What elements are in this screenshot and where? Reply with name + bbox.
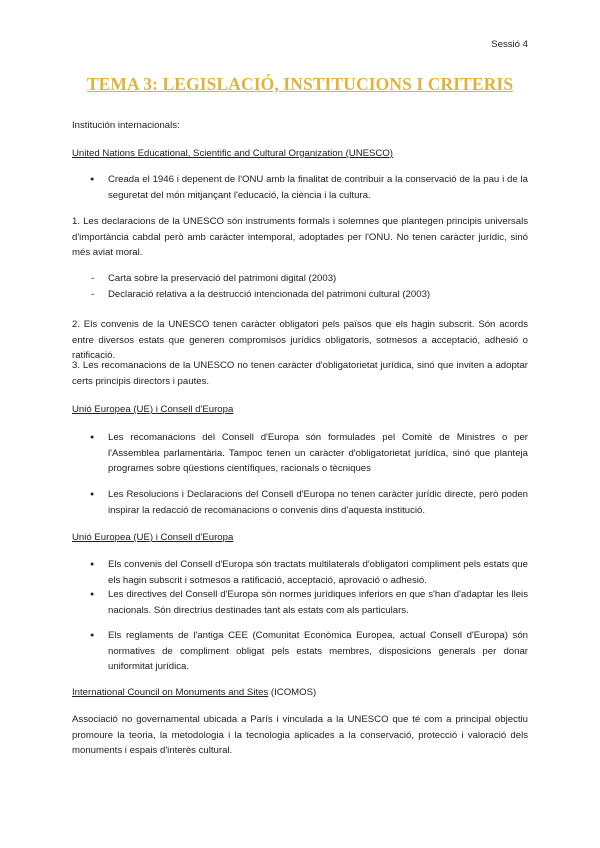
bullet-icon: ● [90, 632, 95, 639]
bullet-icon: ● [90, 434, 95, 441]
eu2-bullet-text: Les directives del Consell d'Europa són normes jurídiques inferiors en que s'han d'adaptar les lleis nacionals. Són directrius destinades tant als estats com als particulars. [108, 589, 528, 616]
bullet-icon: ● [90, 591, 95, 598]
intro-heading: Institución internacionals: [72, 120, 180, 131]
page-title: TEMA 3: LEGISLACIÓ, INSTITUCIONS I CRITERIS [86, 74, 514, 94]
eu2-bullet-text: Els reglaments de l'antiga CEE (Comunitat Econòmica Europea, actual Consell d'Europa) són normatives de compliment obligat pels estats membres, disposicions generals per donar uniformitat jurídica. [108, 630, 528, 672]
icomos-heading-name: International Council on Monuments and Sites [72, 687, 269, 698]
bullet-icon: ● [90, 176, 95, 183]
unesco-declarations-paragraph: 1. Les declaracions de la UNESCO són instruments formals i solemnes que plantegen principis universals d'importància cabdal però amb caràcter intemporal, adoptades per l'ONU. No tenen caràcter jurídic, sinó més aviat moral. [72, 216, 528, 258]
bullet-icon: ● [90, 491, 95, 498]
dash-icon: - [91, 273, 95, 284]
unesco-heading: United Nations Educational, Scientific and Cultural Organization (UNESCO) [72, 148, 394, 159]
eu-heading-2: Unió Europea (UE) i Consell d'Europa [72, 532, 234, 543]
unesco-dash-item: Declaració relativa a la destrucció intencionada del patrimoni cultural (2003) [108, 289, 431, 300]
unesco-bullet-text: Creada el 1946 i depenent de l'ONU amb la finalitat de contribuir a la conservació de la pau i de la seguretat del món mitjançant l'educació, la ciència i la cultura. [108, 174, 528, 201]
icomos-heading-acronym: (ICOMOS) [268, 687, 317, 698]
eu-heading-1: Unió Europea (UE) i Consell d'Europa [72, 404, 234, 415]
icomos-heading [72, 685, 316, 701]
unesco-conventions-paragraph: 2. Els convenis de la UNESCO tenen caràcter obligatori pels països que els hagin subscrit. Són acords entre diversos estats que generen compromisos jurídics obligatoris, sotmesos a acceptació, adhesió o ratificació. [72, 319, 528, 361]
dash-icon: - [91, 289, 95, 300]
eu1-bullet-text: Les recomanacions del Consell d'Europa són formulades pel Comitè de Ministres o per l'Assemblea parlamentària. Tampoc tenen un caràcter d'obligatorietat jurídica, sinó que planteja programes sobre qüestions científiques, racionals o tècniques [108, 432, 528, 474]
session-label: Sessió 4 [491, 39, 528, 50]
unesco-recommendations-paragraph: 3. Les recomanacions de la UNESCO no tenen caràcter d'obligatorietat jurídica, sinó que inviten a adoptar certs principis directors i pautes. [72, 360, 528, 387]
bullet-icon: ● [90, 561, 95, 568]
unesco-dash-item: Carta sobre la preservació del patrimoni digital (2003) [108, 273, 337, 284]
icomos-paragraph: Associació no governamental ubicada a París i vinculada a la UNESCO que té com a principal objectiu promoure la teoria, la metodologia i la tecnologia aplicades a la conservació, protecció i valoració dels monuments i espais d'interès cultural. [72, 714, 528, 756]
eu1-bullet-text: Les Resolucions i Declaracions del Consell d'Europa no tenen caràcter jurídic directe, però poden inspirar la redacció de recomanacions o convenis dins d'aquesta institució. [108, 489, 528, 516]
eu2-bullet-text: Els convenis del Consell d'Europa són tractats multilaterals d'obligatori compliment pels estats que els hagin subscrit i sotmesos a ratificació, acceptació, aprovació o adhesió. [108, 559, 528, 586]
